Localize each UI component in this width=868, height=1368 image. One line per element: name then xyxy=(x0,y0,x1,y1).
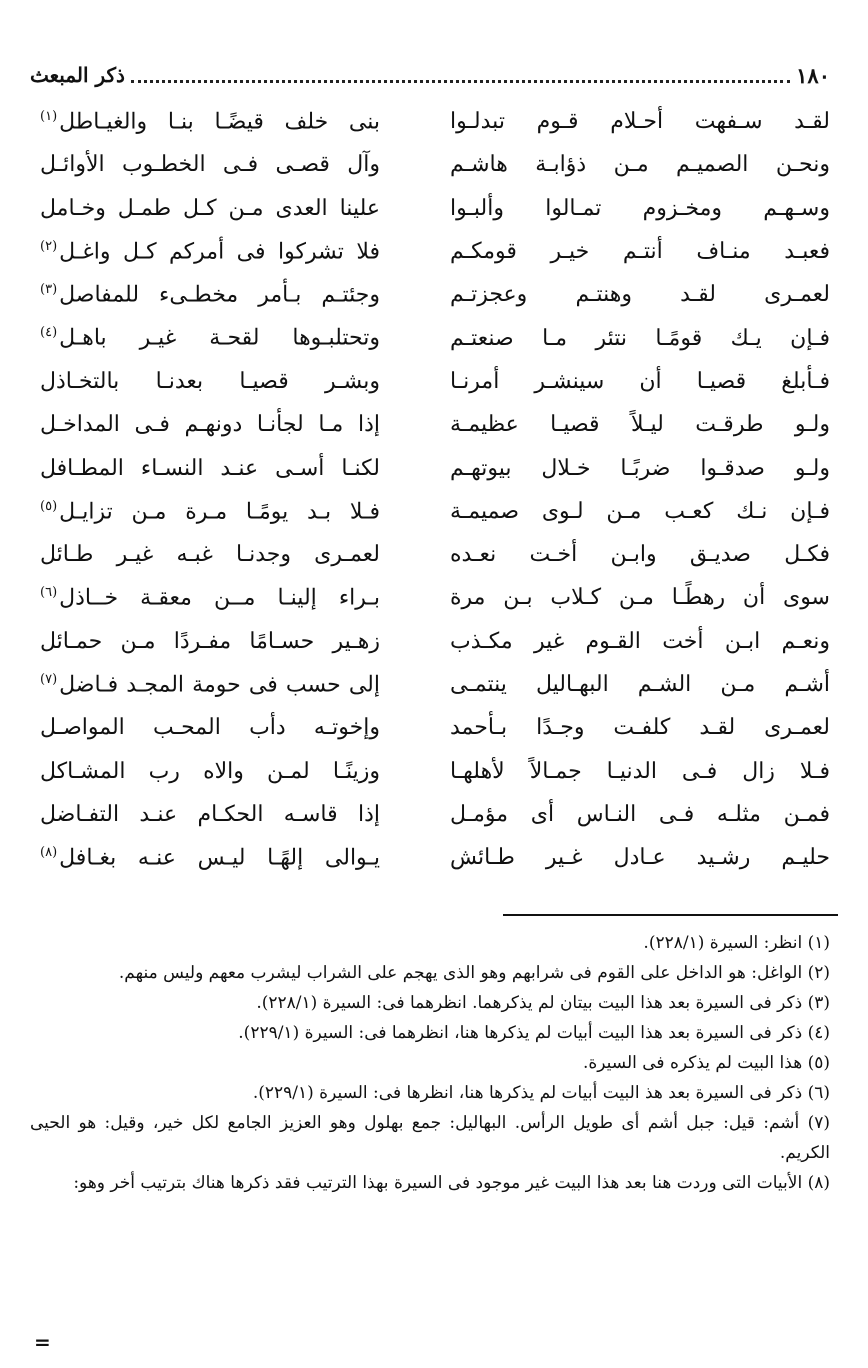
first-hemistich: حليـم رشـيد عـادل غـير طـائش xyxy=(450,845,830,871)
verse-line xyxy=(40,793,830,836)
first-hemistich: فعبـد منـاف أنتـم خيـر قومكـم xyxy=(450,239,830,265)
second-hemistich xyxy=(40,499,380,524)
second-hemistich-text: يـوالى إلهًـا ليـس عنـه بغـافل xyxy=(59,845,380,871)
footnote-text: هذا البيت لم يذكره فى السيرة. xyxy=(582,1053,803,1073)
footnote-text: ذكر فى السيرة بعد هذا البيت بيتان لم يذكرهما. انظرهما فى: السيرة (٢٢٨/١). xyxy=(256,993,803,1013)
second-hemistich-text: وزينًـا لمـن والاه رب المشـاكل xyxy=(40,758,380,784)
verse-line xyxy=(40,360,830,403)
verse-line xyxy=(40,706,830,749)
second-hemistich-text: وجئتـم بـأمر مخطـىء للمفاصل xyxy=(59,282,380,308)
footnote-text: انظر: السيرة (٢٢٨/١). xyxy=(643,933,803,953)
first-hemistich: لعمـرى لقـد وهنتـم وعجزتـم xyxy=(450,282,830,308)
chapter-title: ذكر المبعث xyxy=(30,63,125,87)
second-hemistich-text: وآل قصـى فـى الخطـوب الأوائـل xyxy=(40,152,380,178)
footnote xyxy=(30,1108,830,1168)
first-hemistich: ونعـم ابـن أخت القـوم غير مكـذب xyxy=(450,628,830,654)
footnote-text: الأبيات التى وردت هنا بعد هذا البيت غير موجود فى السيرة بهذا الترتيب فقد ذكرها هناك بترتيب أخر وهو: xyxy=(73,1173,803,1193)
page-number: ١٨٠ xyxy=(796,62,830,88)
footnote-reference: (١) xyxy=(40,108,58,124)
second-hemistich-text: وتحتلبـوها لقحـة غيـر باهـل xyxy=(59,325,380,351)
second-hemistich xyxy=(40,456,380,481)
second-hemistich xyxy=(40,325,380,350)
second-hemistich xyxy=(40,282,380,307)
footnote-number: (٤) xyxy=(807,1023,830,1043)
first-hemistich: لعمـرى لقـد كلفـت وجـدًا بـأحمد xyxy=(450,715,830,741)
first-hemistich: ونحـن الصميـم مـن ذؤابـة هاشـم xyxy=(450,152,830,178)
verse-line xyxy=(40,403,830,446)
second-hemistich-text: لكنـا أسـى عنـد النسـاء المطـافل xyxy=(40,455,380,481)
footnote-reference: (٨) xyxy=(40,845,58,861)
footnote-text: أشم: قيل: جبل أشم أى طويل الرأس. البهاليل: جمع بهلول وهو العزيز الجامع لكل خير، وقيل: هو الحيى الكريم. xyxy=(30,1113,830,1163)
verse-line xyxy=(40,316,830,359)
footnote-text: الواغل: هو الداخل على القوم فى شرابهم وهو الذى يهجم على الشراب ليشرب معهم وليس منهم. xyxy=(118,963,803,983)
footnote-reference: (٥) xyxy=(40,498,58,514)
footnote xyxy=(30,1168,830,1198)
verse-line xyxy=(40,533,830,576)
second-hemistich xyxy=(40,369,380,394)
footnote-number: (٧) xyxy=(807,1113,831,1133)
first-hemistich: لقـد سـفهت أحـلام قـوم تبدلـوا xyxy=(450,109,830,135)
second-hemistich-text: زهـير حسـامًا مفـردًا مـن حمـائل xyxy=(40,628,380,654)
second-hemistich-text: وإخوتـه دأب المحـب المواصـل xyxy=(40,715,380,741)
running-header xyxy=(30,58,830,92)
poem xyxy=(40,100,830,879)
first-hemistich: أشـم مـن الشـم البهـاليل ينتمـى xyxy=(450,672,830,697)
verse-line xyxy=(40,576,830,619)
first-hemistich: فمـن مثلـه فـى النـاس أى مؤمـل xyxy=(450,801,830,827)
second-hemistich xyxy=(40,802,380,827)
footnote-text: ذكر فى السيرة بعد هذ البيت أبيات لم يذكرها هنا، انظرها فى: السيرة (٢٢٩/١). xyxy=(252,1083,803,1103)
footnote xyxy=(30,1018,830,1048)
second-hemistich-text: إذا قاسـه الحكـام عنـد التفـاضل xyxy=(40,801,380,827)
verse-line xyxy=(40,230,830,273)
footnote-reference: (٢) xyxy=(40,238,58,254)
second-hemistich-text: إلى حسب فى حومة المجـد فـاضل xyxy=(59,672,380,698)
second-hemistich-text: فـلا بـد يومًـا مـرة مـن تزايـل xyxy=(59,498,380,524)
footnote xyxy=(30,1078,830,1108)
second-hemistich xyxy=(40,845,380,870)
verse-line xyxy=(40,273,830,316)
header-dot-leader xyxy=(131,80,790,83)
footnote xyxy=(30,988,830,1018)
verse-line xyxy=(40,143,830,186)
second-hemistich xyxy=(40,542,380,567)
second-hemistich xyxy=(40,672,380,697)
second-hemistich-text: إذا مـا لجأنـا دونهـم فـى المداخـل xyxy=(40,412,380,438)
first-hemistich: ولـو طرقـت ليـلاً قصيـا عظيمـة xyxy=(450,412,830,438)
second-hemistich xyxy=(40,412,380,437)
second-hemistich-text: وبشـر قصيـا بعدنـا بالتخـاذل xyxy=(40,368,380,394)
first-hemistich: فـلا زال فـى الدنيـا جمـالاً لأهلهـا xyxy=(450,758,830,784)
first-hemistich: ولـو صدقـوا ضربًـا خـلال بيوتهـم xyxy=(450,455,830,481)
second-hemistich-text: بنى خلف قيضًـا بنـا والغيـاطل xyxy=(59,109,380,135)
first-hemistich: فكـل صديـق وابـن أخـت نعـده xyxy=(450,542,830,568)
first-hemistich: فـأبلغ قصيـا أن سينشـر أمرنـا xyxy=(450,368,830,394)
footnote xyxy=(30,928,830,958)
second-hemistich xyxy=(40,152,380,177)
second-hemistich xyxy=(40,109,380,134)
footnote-number: (٥) xyxy=(807,1053,830,1073)
second-hemistich-text: فلا تشركوا فى أمركم كـل واغـل xyxy=(59,239,380,265)
footnote-reference: (٤) xyxy=(40,325,58,341)
verse-line xyxy=(40,187,830,230)
second-hemistich xyxy=(40,196,380,221)
verse-line xyxy=(40,749,830,792)
footnote xyxy=(30,958,830,988)
second-hemistich-text: لعمـرى وجدنـا غبـه غيـر طـائل xyxy=(40,542,380,568)
first-hemistich: وسـهـم ومخـزوم تمـالوا وألبـوا xyxy=(450,195,830,221)
footnote-number: (٢) xyxy=(807,963,830,983)
verse-line xyxy=(40,100,830,143)
verse-line xyxy=(40,836,830,879)
footnote-number: (٨) xyxy=(807,1173,830,1193)
footnote-number: (١) xyxy=(807,933,830,953)
page-corner-mark: = xyxy=(34,1330,51,1354)
footnote-reference: (٧) xyxy=(40,671,58,687)
footnotes xyxy=(30,928,830,1198)
second-hemistich xyxy=(40,239,380,264)
first-hemistich: سوى أن رهطًـا مـن كـلاب بـن مرة xyxy=(450,585,830,611)
first-hemistich: فـإن يـك قومًـا نتئر مـا صنعتـم xyxy=(450,325,830,351)
verse-line xyxy=(40,446,830,489)
verse-line xyxy=(40,490,830,533)
second-hemistich xyxy=(40,629,380,654)
footnote-number: (٦) xyxy=(807,1083,830,1103)
second-hemistich xyxy=(40,715,380,740)
second-hemistich xyxy=(40,759,380,784)
footnote xyxy=(30,1048,830,1078)
verse-line xyxy=(40,663,830,706)
second-hemistich xyxy=(40,585,380,610)
second-hemistich-text: بـراء إلينـا مــن معقـة خــاذل xyxy=(59,585,380,611)
footnote-reference: (٣) xyxy=(40,282,58,298)
footnote-number: (٣) xyxy=(807,993,830,1013)
second-hemistich-text: علينا العدى مـن كـل طمـل وخـامل xyxy=(40,195,380,221)
footnote-text: ذكر فى السيرة بعد هذا البيت أبيات لم يذكرها هنا، انظرهما فى: السيرة (٢٢٩/١). xyxy=(238,1023,803,1043)
first-hemistich: فـإن نـك كعـب مـن لـوى صميمـة xyxy=(450,498,830,524)
footnote-separator xyxy=(503,914,838,916)
verse-line xyxy=(40,620,830,663)
footnote-reference: (٦) xyxy=(40,585,58,601)
